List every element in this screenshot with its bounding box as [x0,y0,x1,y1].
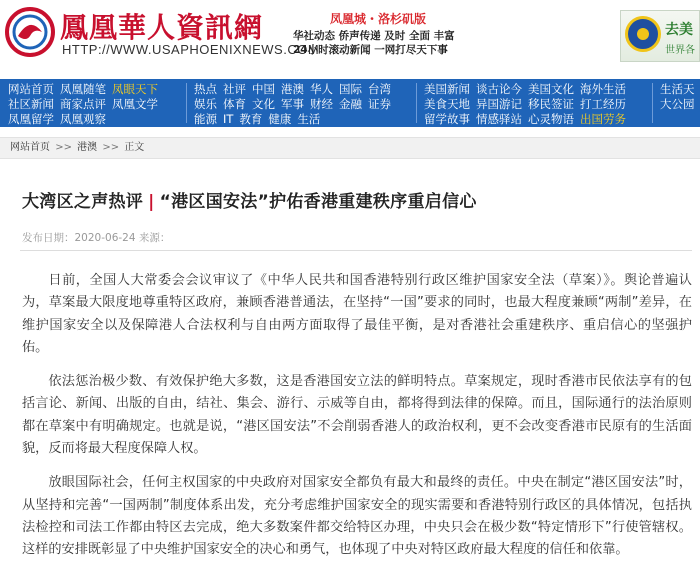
nav-item[interactable]: 证券 [368,97,391,111]
edition-title[interactable]: 凤凰城・洛杉矶版 [330,12,427,26]
nav-item[interactable]: 凤凰留学 [8,112,54,126]
nav-group-life [424,82,632,126]
breadcrumb [0,137,700,159]
nav-item[interactable]: 健康 [268,112,292,126]
nav-item[interactable]: 情感驿站 [476,112,522,126]
ad-banner-title: 去美 [665,22,693,38]
nav-item[interactable]: 娱乐 [194,97,217,111]
nav-item[interactable]: 港澳 [281,82,304,96]
nav-item[interactable]: 台湾 [368,82,391,96]
nav-group-extra [660,82,700,111]
nav-item-active[interactable]: 凤眼天下 [112,82,158,96]
nav-item[interactable]: 凤凰文学 [112,97,158,111]
nav-item[interactable]: 凤凰随笔 [60,82,106,96]
site-header [0,0,700,73]
edition-tagline-2: 24小时滚动新闻 一网打尽天下事 [293,44,448,56]
nav-item[interactable]: 凤凰观察 [60,112,106,126]
nav-item[interactable]: 海外生活 [580,82,626,96]
breadcrumb-section-link[interactable]: 港澳 [77,142,98,153]
phoenix-logo-icon[interactable] [4,6,56,58]
site-url[interactable]: HTTP://WWW.USAPHOENIXNEWS.COM [62,42,320,57]
nav-item[interactable]: 大公园 [660,97,695,111]
breadcrumb-home-link[interactable]: 网站首页 [10,142,50,153]
nav-item[interactable]: 能源 [194,112,217,126]
nav-item[interactable]: 军事 [281,97,304,111]
article-paragraph: 日前，全国人大常委会会议审议了《中华人民共和国香港特别行政区维护国家安全法（草案）》。舆论普遍认为，草案最大限度地尊重特区政府，兼顾香港普通法，在坚持“一国”要求的同时，也最大程度兼顾“两制”差异，在维护国家安全以及保障港人合法权利与自由两方面取得了最佳平衡，是对香港社会重建秩序、重启信心的坚强护佑。 [22,273,692,355]
nav-item[interactable]: 美国文化 [528,82,574,96]
breadcrumb-separator: >> [102,142,120,153]
nav-item[interactable]: 打工经历 [580,97,626,111]
article-title [22,187,477,212]
article-body [22,270,692,571]
nav-item[interactable]: 商家点评 [60,97,106,111]
nav-item[interactable]: 心灵物语 [528,112,574,126]
nav-item[interactable]: 教育 [239,112,263,126]
nav-item[interactable]: 华人 [310,82,333,96]
nav-item[interactable]: 体育 [223,97,246,111]
title-divider: | [148,192,155,212]
badge-icon [625,16,661,52]
nav-divider [186,83,187,123]
article-date: 发布日期：2020-06-24 来源： [22,232,171,244]
nav-item[interactable]: 社区新闻 [8,97,54,111]
nav-group-site [8,82,164,126]
nav-item[interactable]: 美食天地 [424,97,470,111]
nav-item[interactable]: 网站首页 [8,82,54,96]
ad-banner[interactable] [620,10,700,62]
nav-item[interactable]: 移民签证 [528,97,574,111]
nav-item[interactable]: 财经 [310,97,333,111]
breadcrumb-current: 正文 [124,142,145,153]
nav-item[interactable]: 社评 [223,82,246,96]
article-title-column: 大湾区之声热评 [22,192,144,212]
nav-divider [652,83,653,123]
nav-item-highlighted[interactable]: 出国劳务 [580,112,626,126]
nav-item[interactable]: 国际 [339,82,362,96]
edition-tagline-1: 华社动态 侨声传递 及时 全面 丰富 [293,30,455,42]
nav-group-topics [194,82,397,126]
site-name[interactable]: 鳳凰華人資訊網 [60,11,264,44]
breadcrumb-separator: >> [55,142,72,153]
article-title-headline: “港区国安法”护佑香港重建秩序重启信心 [159,192,477,212]
nav-item[interactable]: 热点 [194,82,217,96]
nav-item[interactable]: 留学故事 [424,112,470,126]
article-paragraph: 放眼国际社会，任何主权国家的中央政府对国家安全都负有最大和最终的责任。中央在制定“港区国安法”时，从坚持和完善“一国两制”制度体系出发，充分考虑维护国家安全的现实需要和香港特别行政区的具体情况，包括执法检控和司法工作都由特区去完成，绝大多数案件都交给特区办理，中央只会在极少数“特定情形下”行使管辖权。这样的安排既彰显了中央维护国家安全的决心和勇气，也体现了中央对特区政府最大程度的信任和依靠。 [22,475,692,558]
nav-item[interactable]: 金融 [339,97,362,111]
nav-item[interactable]: 异国游记 [476,97,522,111]
ad-banner-subtitle: 世界各 [665,45,695,56]
nav-item[interactable]: 美国新闻 [424,82,470,96]
nav-item[interactable]: IT [223,112,234,126]
nav-item[interactable]: 生活 [297,112,321,126]
nav-item[interactable]: 谈古论今 [476,82,522,96]
article-paragraph: 依法惩治极少数、有效保护绝大多数，这是香港国安立法的鲜明特点。草案规定，现时香港市民依法享有的包括言论、新闻、出版的自由，结社、集会、游行、示威等自由，都将得到法律的保障。而且，国际通行的法治原则都在草案中有明确规定。也就是说，“港区国安法”不会削弱香港人的政治权利，更不会改变香港市民原有的生活面貌，反而将最大程度保障人权。 [22,374,692,457]
main-nav [0,79,700,127]
nav-divider [416,83,417,123]
nav-item[interactable]: 生活天 [660,82,695,96]
nav-item[interactable]: 文化 [252,97,275,111]
nav-item[interactable]: 中国 [252,82,275,96]
title-divider-line [20,250,692,251]
